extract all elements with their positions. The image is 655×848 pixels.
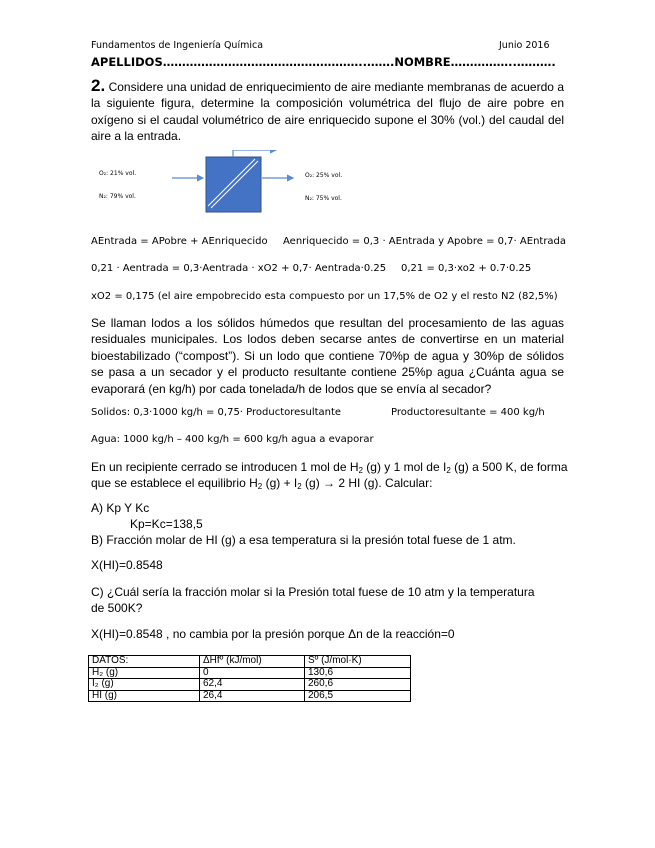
permeate-arrow	[233, 150, 276, 157]
table-cell: HI (g)	[89, 690, 200, 702]
table-cell: 206,5	[305, 690, 411, 702]
solution-3-line1a: Solidos: 0,3·1000 kg/h = 0,75· Productoresultante	[91, 407, 342, 418]
table-header: Sº (J/mol·K)	[305, 656, 411, 668]
name-line: APELLIDOS……………………………………………..…….NOMBRE……………..……….	[91, 55, 556, 69]
table-cell: 26,4	[200, 690, 305, 702]
table-header: DATOS:	[89, 656, 200, 668]
table-cell: 260,6	[305, 679, 411, 691]
membrane-diagram	[90, 150, 360, 220]
table-header-row	[89, 656, 411, 668]
solution-2-eq1b: Aenriquecido = 0,3 · AEntrada y Apobre = 0,7· AEntrada	[283, 236, 567, 247]
question-4-line1: En un recipiente cerrado se introducen 1 mol de $H_2$ (g) y 1 mol de $I_2$ (g) a 500 K, de forma	[91, 460, 568, 475]
solution-2-eq2b: 0,21 = 0,3·xo2 + 0.7·0.25	[401, 263, 532, 274]
table-cell: H₂ (g)	[89, 667, 200, 679]
exam-date: Junio 2016	[499, 40, 550, 51]
inlet-o2-label: O₂: 21% vol.	[99, 170, 137, 177]
table-cell: 62,4	[200, 679, 305, 691]
table-cell: I₂ (g)	[89, 679, 200, 691]
question-4-line2: que se establece el equilibrio $H_2$ $(g) + I_2$ (g) → 2 HI (g). Calcular:	[91, 476, 433, 491]
table-row	[89, 690, 411, 702]
solution-3-line1b: Productoresultante = 400 kg/h	[391, 407, 545, 418]
course-title: Fundamentos de Ingeniería Química	[91, 40, 264, 51]
data-table	[88, 655, 411, 702]
question-4-answer-a: Kp=Kc=138,5	[130, 517, 203, 531]
table-cell: 130,6	[305, 667, 411, 679]
solution-3-line2: Agua: 1000 kg/h – 400 kg/h = 600 kg/h agua a evaporar	[91, 434, 374, 445]
question-4-part-b: B) Fracción molar de HI (g) a esa temperatura si la presión total fuese de 1 atm.	[91, 533, 516, 547]
table-cell: 0	[200, 667, 305, 679]
question-4-answer-c: X(HI)=0.8548 , no cambia por la presión porque Δn de la reacción=0	[91, 627, 455, 641]
table-row	[89, 679, 411, 691]
solution-2-eq2a: 0,21 · Aentrada = 0,3·Aentrada · xO2 + 0,7· Aentrada·0.25	[91, 263, 387, 274]
solution-2-eq1a: AEntrada = APobre + AEnriquecido	[91, 236, 268, 247]
outlet-o2-label: O₂: 25% vol.	[305, 172, 343, 179]
solution-2-eq3: xO2 = 0,175 (el aire empobrecido esta compuesto por un 17,5% de O2 y el resto N2 (82,5%)	[91, 291, 558, 302]
question-4-part-c: C) ¿Cuál sería la fracción molar si la Presión total fuese de 10 atm y la temperatura de 500K?	[91, 585, 535, 616]
question-4-part-a: A) Kp Y Kc	[91, 501, 150, 515]
question-2-text: Considere una unidad de enriquecimiento de aire mediante membranas de acuerdo a la siguiente figura, determine la composición volumétrica del flujo de aire pobre en oxígeno si el caudal volumétrico de aire enriquecido supone el 30% (vol.) del caudal del aire a la entrada.	[91, 80, 564, 144]
inlet-n2-label: N₂: 79% vol.	[99, 193, 136, 200]
question-3-text: Se llaman lodos a los sólidos húmedos que resultan del procesamiento de las aguas residuales municipales. Los lodos deben secarse antes de convertirse en un material bioestabilizado (“compost”). Si un lodo que contiene 70%p de agua y 30%p de sólidos se pasa a un secador y el producto resultante contiene 25%p agua ¿Cuánta agua se evaporará (en kg/h) por cada tonelada/h de lodos que se envía al secador?	[91, 316, 564, 396]
membrane-unit	[206, 157, 261, 212]
question-2-number: 2.	[91, 76, 106, 95]
outlet-n2-label: N₂: 75% vol.	[305, 195, 342, 202]
table-header: ΔHfº (kJ/mol)	[200, 656, 305, 668]
table-row	[89, 667, 411, 679]
question-2	[91, 78, 564, 145]
question-4-answer-b: X(HI)=0.8548	[91, 558, 163, 572]
